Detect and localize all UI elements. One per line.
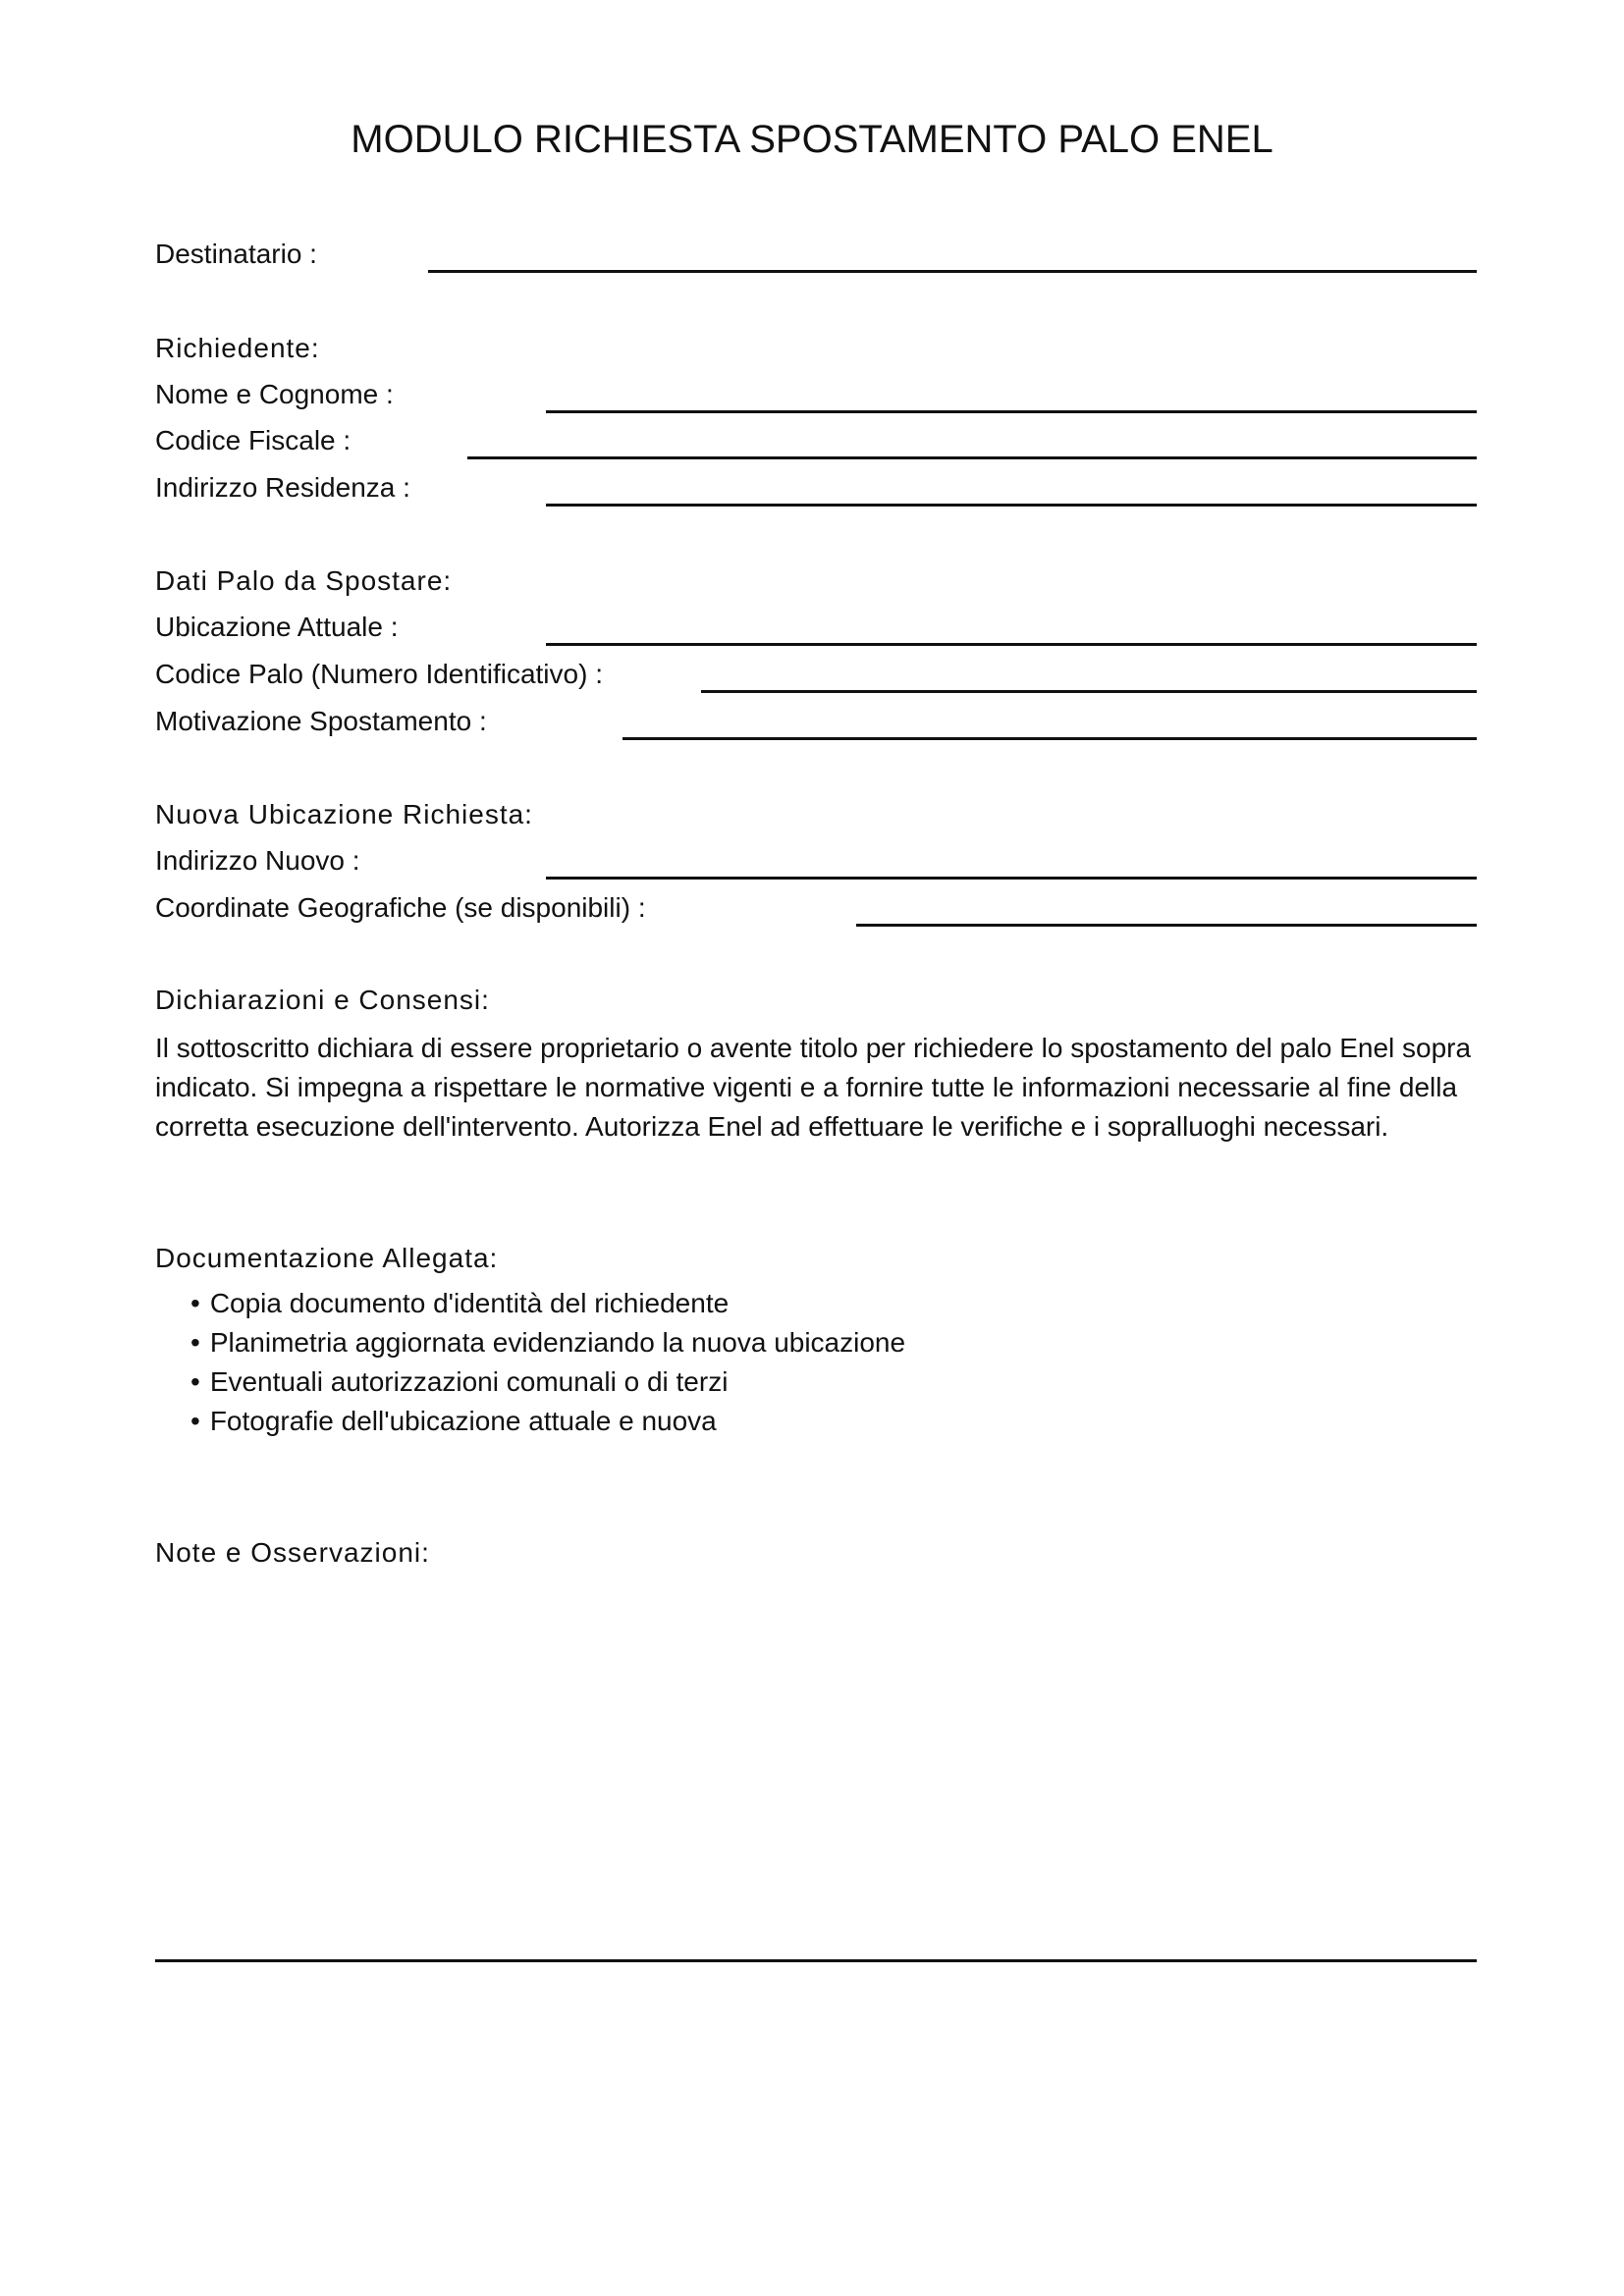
attachment-item: • Planimetria aggiornata evidenziando la nuova ubicazione [190,1323,905,1362]
coordinates-label: Coordinate Geografiche (se disponibili) : [155,892,646,923]
notes-heading: Note e Osservazioni: [155,1537,430,1568]
move-reason-label: Motivazione Spostamento : [155,706,487,736]
residence-address-label: Indirizzo Residenza : [155,472,410,503]
attachment-item: • Copia documento d'identità del richiedente [190,1284,905,1323]
declarations-heading: Dichiarazioni e Consensi: [155,985,490,1015]
move-reason-field[interactable] [623,737,1477,740]
page-title: MODULO RICHIESTA SPOSTAMENTO PALO ENEL [351,118,1273,161]
tax-code-field[interactable] [467,456,1477,459]
coordinates-field[interactable] [856,924,1477,927]
declarations-text: Il sottoscritto dichiara di essere proprietario o avente titolo per richiedere lo spostamento del palo Enel sopra indicato. Si impegna a rispettare le normative vigenti e a fornire tutte le informazioni necessarie al fine della corretta esecuzione dell'intervento. Autorizza Enel ad effettuare le verifiche e i sopralluoghi necessari. [155,1033,1472,1142]
attachments-list [190,1284,905,1441]
tax-code-label: Codice Fiscale : [155,425,352,455]
new-address-label: Indirizzo Nuovo : [155,845,360,876]
name-label: Nome e Cognome : [155,379,394,409]
new-location-heading: Nuova Ubicazione Richiesta: [155,799,533,829]
pole-code-label: Codice Palo (Numero Identificativo) : [155,659,603,689]
attachments-heading: Documentazione Allegata: [155,1243,499,1273]
new-address-field[interactable] [546,877,1477,880]
residence-address-field[interactable] [546,504,1477,507]
pole-code-field[interactable] [701,690,1477,693]
current-location-field[interactable] [546,643,1477,646]
applicant-heading: Richiedente: [155,333,320,363]
recipient-label: Destinatario : [155,239,317,269]
attachment-item: • Eventuali autorizzazioni comunali o di terzi [190,1362,905,1402]
name-field[interactable] [546,410,1477,413]
recipient-field[interactable] [428,270,1477,273]
current-location-label: Ubicazione Attuale : [155,612,399,642]
attachment-item: • Fotografie dell'ubicazione attuale e nuova [190,1402,905,1441]
pole-heading: Dati Palo da Spostare: [155,565,453,596]
notes-field[interactable] [155,1959,1477,1962]
